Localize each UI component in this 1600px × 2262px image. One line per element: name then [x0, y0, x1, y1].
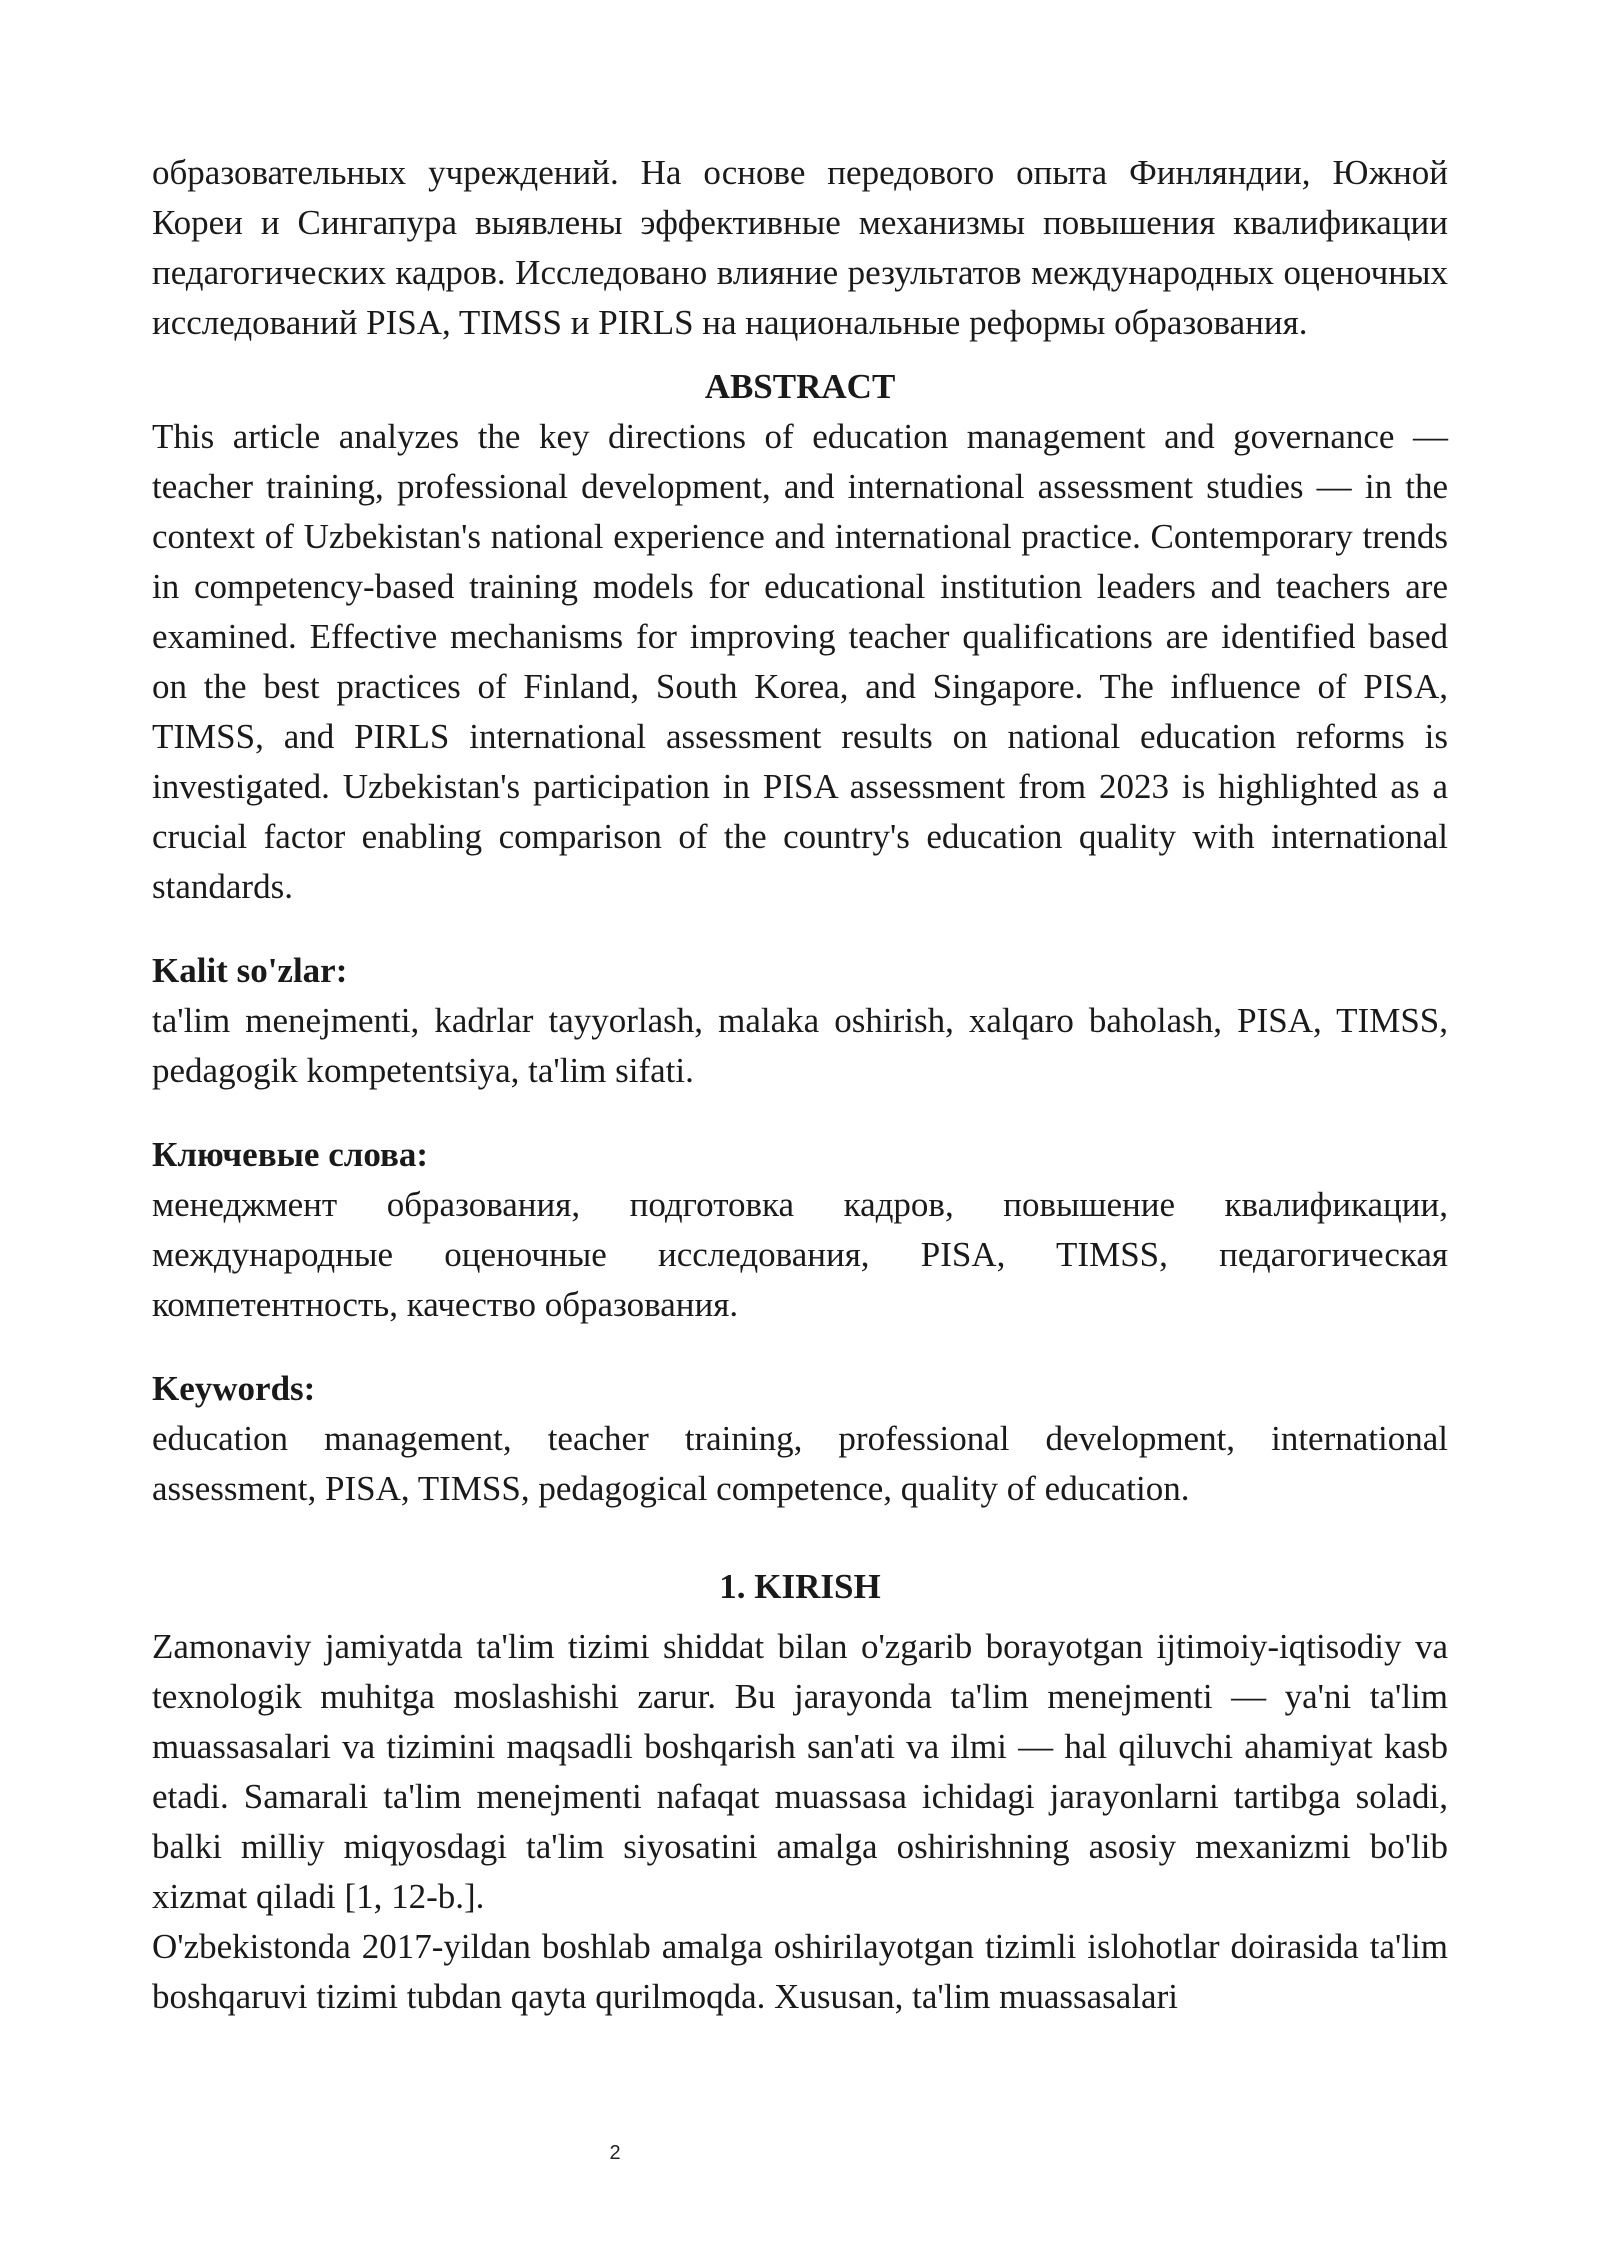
document-page	[152, 148, 1448, 2022]
abstract-heading: ABSTRACT	[704, 367, 896, 406]
intro-paragraph-2: O'zbekistonda 2017-yildan boshlab amalga oshirilayotgan tizimli islohotlar doirasida ta'lim boshqaruvi tizimi tubdan qayta qurilmoqda. Xususan, ta'lim muassasalari	[152, 1927, 1448, 2016]
keywords-ru-heading: Ключевые слова:	[152, 1135, 429, 1174]
abstract-text: This article analyzes the key directions of education management and governance — teacher training, professional development, and international assessment studies — in the context of Uzbekistan's national experience and international practice. Contemporary trends in competency-based training models for educational institution leaders and teachers are examined. Effective mechanisms for improving teacher qualifications are identified based on the best practices of Finland, South Korea, and Singapore. The influence of PISA, TIMSS, and PIRLS international assessment results on national education reforms is investigated. Uzbekistan's participation in PISA assessment from 2023 is highlighted as a crucial factor enabling comparison of the country's education quality with international standards.	[152, 417, 1448, 906]
keywords-uz-heading: Kalit so'zlar:	[152, 951, 348, 990]
keywords-uz-text: ta'lim menejmenti, kadrlar tayyorlash, malaka oshirish, xalqaro baholash, PISA, TIMSS, pedagogik kompetentsiya, ta'lim sifati.	[152, 1001, 1448, 1090]
keywords-ru-text: менеджмент образования, подготовка кадров, повышение квалификации, международные оценочные исследования, PISA, TIMSS, педагогическая компетентность, качество образования.	[152, 1185, 1448, 1324]
page-number: 2	[609, 2142, 621, 2164]
keywords-en-text: education management, teacher training, professional development, international assessment, PISA, TIMSS, pedagogical competence, quality of education.	[152, 1419, 1448, 1508]
section-heading-kirish: 1. KIRISH	[719, 1567, 881, 1606]
russian-abstract-continuation: образовательных учреждений. На основе передового опыта Финляндии, Южной Кореи и Сингапура выявлены эффективные механизмы повышения квалификации педагогических кадров. Исследовано влияние результатов международных оценочных исследований PISA, TIMSS и PIRLS на национальные реформы образования.	[152, 153, 1448, 342]
intro-paragraph-1: Zamonaviy jamiyatda ta'lim tizimi shiddat bilan o'zgarib borayotgan ijtimoiy-iqtisodiy va texnologik muhitga moslashishi zarur. Bu jarayonda ta'lim menejmenti — ya'ni ta'lim muassasalari va tizimini maqsadli boshqarish san'ati va ilmi — hal qiluvchi ahamiyat kasb etadi. Samarali ta'lim menejmenti nafaqat muassasa ichidagi jarayonlarni tartibga soladi, balki milliy miqyosdagi ta'lim siyosatini amalga oshirishning asosiy mexanizmi bo'lib xizmat qiladi [1, 12-b.].	[152, 1627, 1448, 1916]
keywords-en-heading: Keywords:	[152, 1369, 316, 1408]
